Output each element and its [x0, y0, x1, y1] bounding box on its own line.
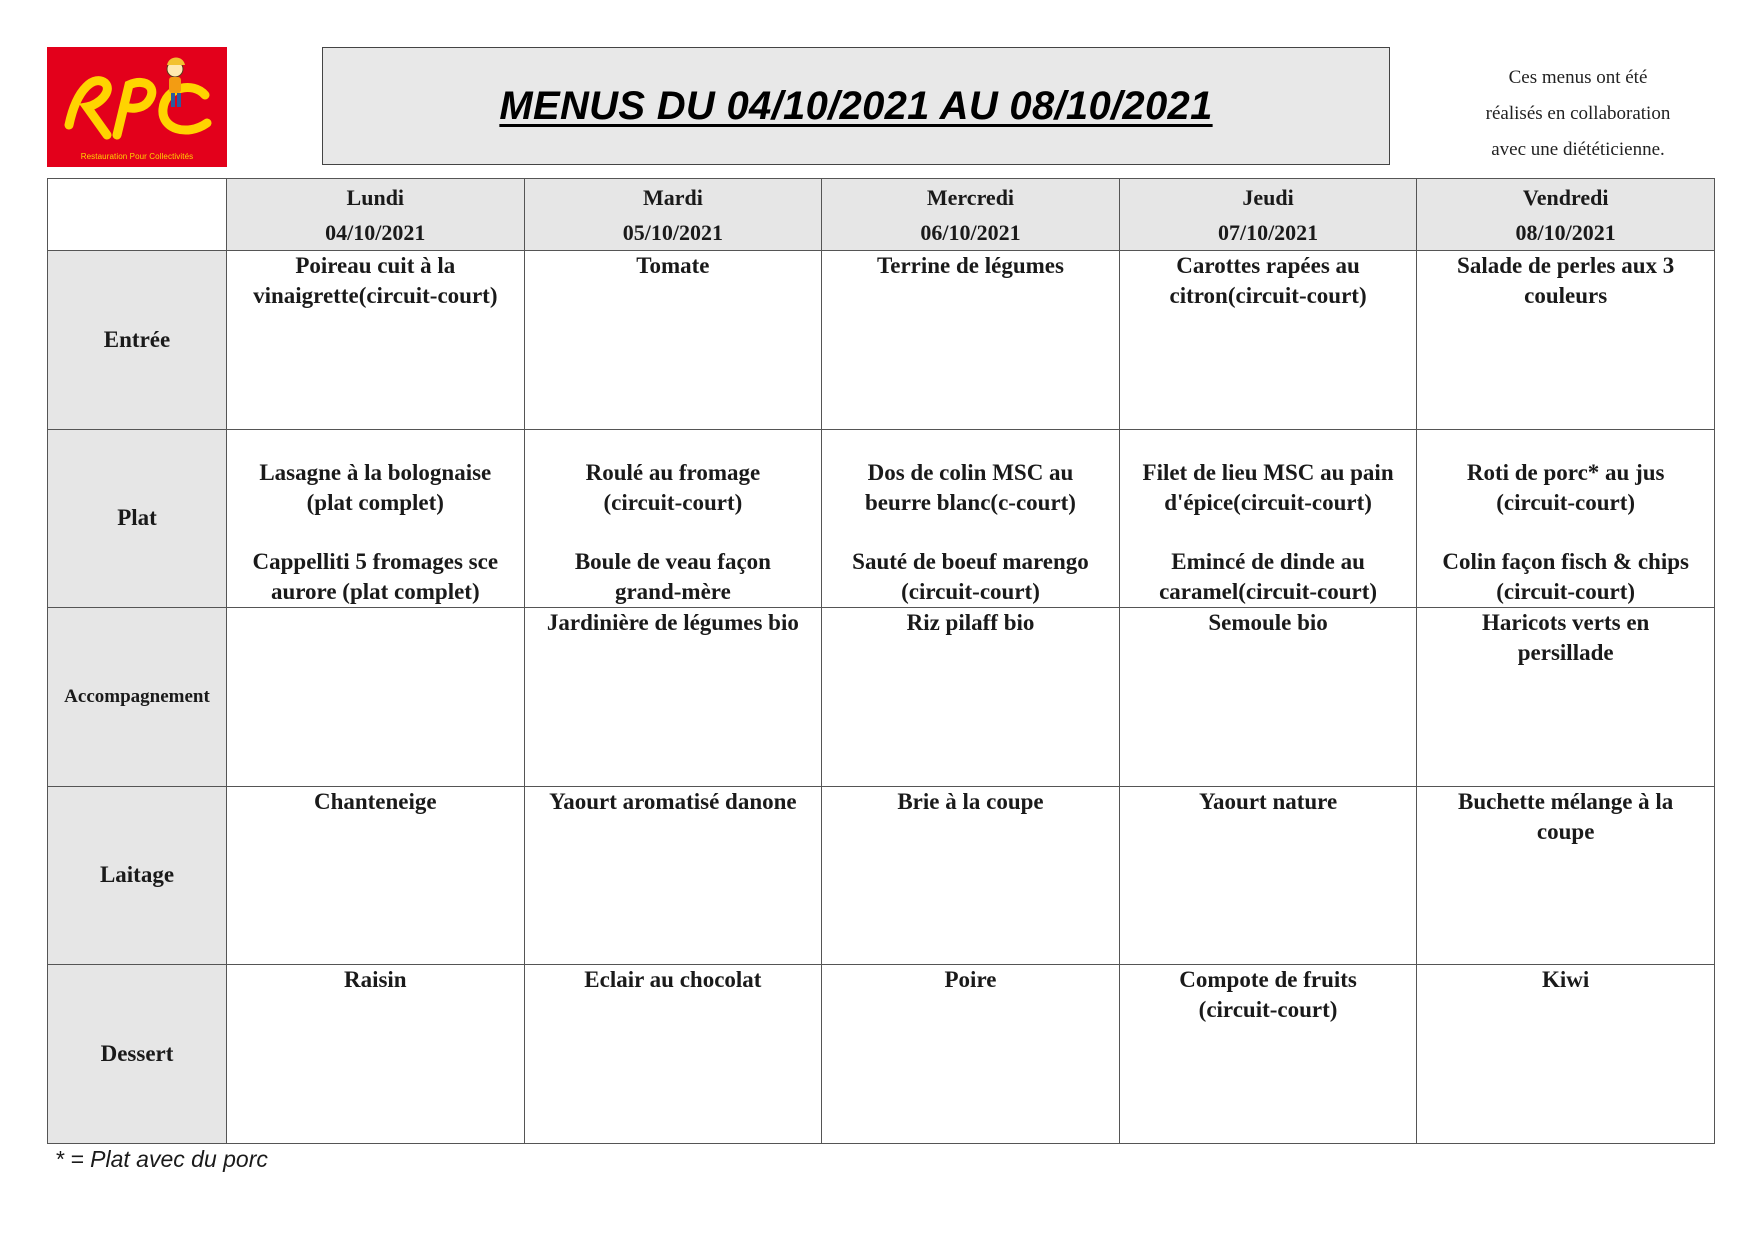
day-date: 08/10/2021 — [1515, 219, 1616, 245]
dish-line: vinaigrette(circuit-court) — [253, 283, 498, 308]
menu-cell — [1417, 965, 1715, 1144]
dish-line: Kiwi — [1542, 967, 1590, 992]
dish-line: Salade de perles aux 3 — [1457, 253, 1675, 278]
menu-cell — [524, 965, 822, 1144]
row-label-entree: Entrée — [48, 251, 227, 430]
row-laitage — [48, 786, 1715, 965]
day-name: Lundi — [346, 184, 405, 210]
menu-cell — [1119, 965, 1417, 1144]
row-dessert — [48, 965, 1715, 1144]
rpc-logo — [47, 47, 227, 167]
dish-line: Lasagne à la bolognaise — [259, 459, 492, 485]
dish-line: (circuit-court) — [1496, 489, 1636, 515]
menu-cell — [227, 786, 525, 965]
dish-line: beurre blanc(c-court) — [864, 489, 1076, 515]
day-name: Vendredi — [1522, 184, 1609, 210]
dish-line: Compote de fruits — [1179, 967, 1357, 992]
day-name: Mercredi — [926, 184, 1015, 210]
dish-line: Brie à la coupe — [897, 788, 1044, 814]
dish-line: Buchette mélange à la — [1458, 788, 1674, 814]
dish-line: (plat complet) — [306, 489, 444, 515]
row-label-dessert: Dessert — [48, 965, 227, 1144]
menu-cell — [1417, 429, 1715, 608]
day-header-mercredi — [822, 179, 1120, 251]
dish-line: grand-mère — [614, 578, 731, 604]
dish-line: coupe — [1536, 818, 1595, 844]
day-date: 05/10/2021 — [622, 219, 723, 245]
menu-cell — [1417, 786, 1715, 965]
day-header-mardi — [524, 179, 822, 251]
day-date: 06/10/2021 — [920, 219, 1021, 245]
dish-line: (circuit-court) — [901, 578, 1040, 604]
day-date: 07/10/2021 — [1217, 219, 1319, 245]
dish-line: Carottes rapées au — [1176, 253, 1360, 278]
dish-line: Terrine de légumes — [877, 253, 1064, 278]
dish-line: (circuit-court) — [1198, 997, 1338, 1022]
dish-line: Tomate — [636, 253, 710, 278]
menu-cell — [1417, 251, 1715, 430]
dietitian-note — [1428, 60, 1728, 168]
row-entree — [48, 251, 1715, 430]
day-date: 04/10/2021 — [325, 219, 426, 245]
menu-cell — [227, 429, 525, 608]
menu-cell — [1119, 608, 1417, 787]
dish-line: Roti de porc* au jus — [1466, 459, 1665, 485]
rpc-logo-graphic — [47, 47, 227, 167]
day-name: Mardi — [642, 184, 703, 210]
note-line-1: Ces menus ont été — [1508, 67, 1648, 88]
dish-line: Emincé de dinde au — [1171, 548, 1365, 574]
dish-line: Yaourt aromatisé danone — [549, 788, 797, 814]
dish-line: Jardinière de légumes bio — [546, 610, 799, 635]
dish-line: Sauté de boeuf marengo — [852, 548, 1089, 574]
dish-line: (circuit-court) — [1496, 578, 1636, 604]
menu-cell — [227, 965, 525, 1144]
menu-cell — [524, 429, 822, 608]
dish-line: Filet de lieu MSC au pain — [1142, 459, 1394, 485]
day-name: Jeudi — [1242, 184, 1294, 210]
menu-cell — [1119, 429, 1417, 608]
dish-separator — [1120, 518, 1417, 547]
dish-line: d'épice(circuit-court) — [1164, 489, 1372, 515]
dish-line: Boule de veau façon — [574, 548, 771, 574]
menu-cell — [1119, 786, 1417, 965]
dish-line: Riz pilaff bio — [906, 610, 1035, 635]
row-accompagnement — [48, 608, 1715, 787]
corner-cell — [48, 179, 227, 251]
menu-cell — [524, 608, 822, 787]
dish-line: persillade — [1517, 640, 1614, 665]
menu-cell — [822, 608, 1120, 787]
dish-separator — [1417, 518, 1714, 547]
dish-separator — [822, 518, 1119, 547]
menu-cell — [822, 429, 1120, 608]
dish-line: (circuit-court) — [603, 489, 743, 515]
dish-line: Chanteneige — [313, 788, 437, 814]
dish-line: Yaourt nature — [1198, 788, 1338, 814]
dish-line: Semoule bio — [1208, 610, 1328, 635]
menu-cell — [227, 251, 525, 430]
dish-line: Haricots verts en — [1482, 610, 1650, 635]
dish-line: Colin façon fisch & chips — [1442, 548, 1689, 574]
dish-line: couleurs — [1524, 283, 1608, 308]
dish-line: Raisin — [343, 967, 407, 992]
day-header-vendredi — [1417, 179, 1715, 251]
dish-line: caramel(circuit-court) — [1159, 578, 1378, 604]
dish-line: Poire — [944, 967, 997, 992]
dish-line: Eclair au chocolat — [584, 967, 762, 992]
row-label-accompagnement: Accompagnement — [48, 608, 227, 787]
dish-separator — [525, 518, 822, 547]
dish-line: Dos de colin MSC au — [867, 459, 1074, 485]
menu-cell — [524, 786, 822, 965]
day-header-lundi — [227, 179, 525, 251]
row-label-laitage: Laitage — [48, 786, 227, 965]
pork-footnote: * = Plat avec du porc — [55, 1146, 268, 1172]
logo-subtitle: Restauration Pour Collectivités — [80, 152, 194, 161]
title-box — [322, 47, 1390, 165]
row-label-plat: Plat — [48, 429, 227, 608]
menu-cell — [822, 786, 1120, 965]
menu-table — [47, 178, 1715, 1144]
note-line-2: réalisés en collaboration — [1485, 103, 1671, 124]
menu-cell — [524, 251, 822, 430]
day-header-jeudi — [1119, 179, 1417, 251]
day-header-row — [48, 179, 1715, 251]
dish-line: Poireau cuit à la — [295, 253, 456, 278]
menu-cell — [1417, 608, 1715, 787]
menu-cell — [1119, 251, 1417, 430]
dish-line: Cappelliti 5 fromages sce — [252, 548, 499, 574]
page-title: MENUS DU 04/10/2021 AU 08/10/2021 — [499, 83, 1213, 128]
menu-cell — [822, 965, 1120, 1144]
menu-cell — [227, 608, 525, 787]
note-line-3: avec une diététicienne. — [1491, 139, 1665, 160]
dish-separator — [227, 518, 524, 547]
dish-line: citron(circuit-court) — [1169, 283, 1367, 308]
menu-cell — [822, 251, 1120, 430]
dish-line: Roulé au fromage — [585, 459, 761, 485]
dish-line: aurore (plat complet) — [270, 578, 480, 604]
row-plat — [48, 429, 1715, 608]
